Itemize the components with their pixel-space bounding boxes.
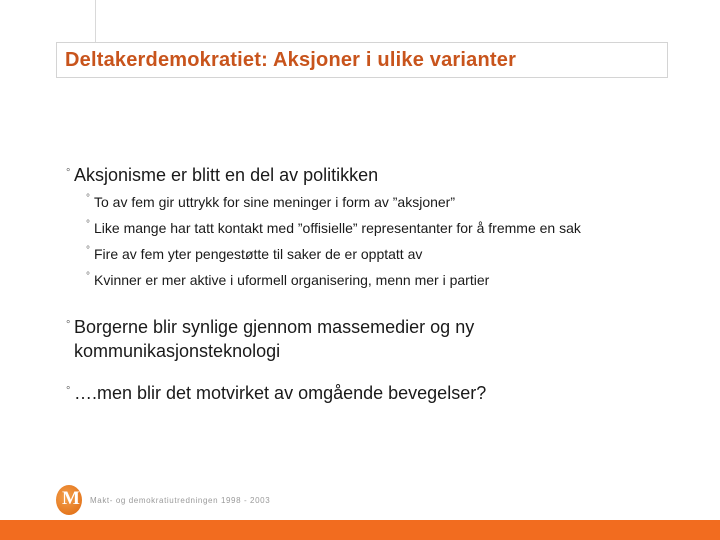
bullet-marker: ° [66, 385, 71, 397]
bullet-marker: ° [66, 167, 71, 179]
bullet-marker: ° [86, 193, 90, 204]
bullet-marker: ° [86, 219, 90, 230]
logo-text: Makt- og demokratiutredningen 1998 - 2003 [90, 495, 271, 505]
bullet-text: ….men blir det motvirket av omgående bevegelser? [74, 383, 487, 403]
title-box [56, 42, 668, 78]
bullet-text: Like mange har tatt kontakt med ”offisielle” representanter for å fremme en sak [94, 220, 581, 236]
bullet-marker: ° [86, 245, 90, 256]
bullet-text: To av fem gir uttrykk for sine meninger i form av ”aksjoner” [94, 194, 456, 210]
bullet-text: Fire av fem yter pengestøtte til saker de er opptatt av [94, 246, 423, 262]
footer-logo [56, 485, 270, 515]
slide-title: Deltakerdemokratiet: Aksjoner i ulike varianter [65, 48, 517, 71]
bullet-text: Aksjonisme er blitt en del av politikken [74, 165, 379, 185]
bullet-text: Kvinner er mer aktive i uformell organisering, menn mer i partier [94, 272, 490, 288]
bullet-marker: ° [66, 319, 71, 331]
bullet-marker: ° [86, 271, 90, 282]
bullet-level1 [66, 315, 544, 363]
bullet-level2 [86, 193, 706, 211]
bullet-level2 [86, 271, 706, 289]
bottom-accent-bar [0, 520, 720, 540]
decorative-vertical-line [95, 0, 96, 42]
bullet-level2 [86, 219, 706, 237]
slide-content [66, 163, 706, 405]
bullet-level1 [66, 163, 706, 187]
bullet-text: Borgerne blir synlige gjennom massemedier og ny kommunikasjonsteknologi [74, 317, 475, 361]
logo-icon [56, 485, 82, 515]
bullet-level2 [86, 245, 706, 263]
bullet-level1 [66, 381, 706, 405]
logo-letter: M [62, 488, 80, 509]
